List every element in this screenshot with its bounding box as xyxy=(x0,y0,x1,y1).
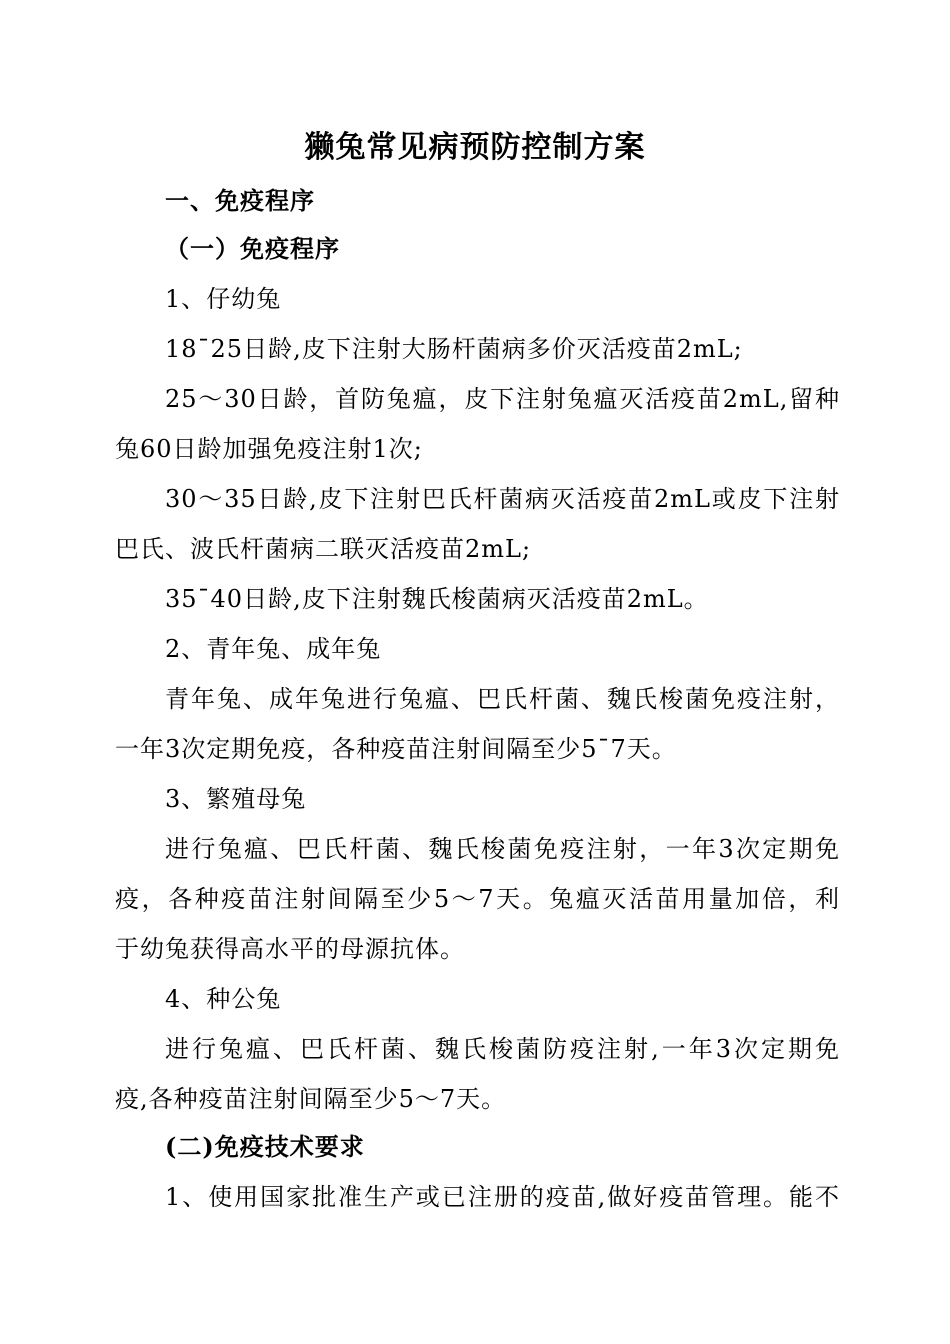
item-heading-adult-rabbits: 2、青年兔、成年兔 xyxy=(165,635,382,663)
paragraph-line: 进行兔瘟、巴氏杆菌、魏氏梭菌免疫注射，一年3次定期免 xyxy=(165,835,840,863)
paragraph-line: 巴氏、波氏杆菌病二联灭活疫苗2mL; xyxy=(115,535,532,563)
paragraph-line: 18¯25日龄,皮下注射大肠杆菌病多价灭活疫苗2mL; xyxy=(165,335,743,363)
paragraph-line: 30～35日龄,皮下注射巴氏杆菌病灭活疫苗2mL或皮下注射 xyxy=(165,485,840,513)
document-title: 獭兔常见病预防控制方案 xyxy=(304,130,646,165)
paragraph-line: 一年3次定期免疫，各种疫苗注射间隔至少5¯7天。 xyxy=(115,735,677,763)
paragraph-line: 35¯40日龄,皮下注射魏氏梭菌病灭活疫苗2mL。 xyxy=(165,585,709,613)
subsection-heading-immunization-program: （一）免疫程序 xyxy=(165,234,340,263)
paragraph-line: 25～30日龄，首防兔瘟，皮下注射兔瘟灭活疫苗2mL,留种 xyxy=(165,385,840,413)
paragraph-line: 疫,各种疫苗注射间隔至少5～7天。 xyxy=(115,1085,507,1113)
item-heading-breeding-bucks: 4、种公兔 xyxy=(165,985,282,1013)
item-heading-young-rabbits: 1、仔幼兔 xyxy=(165,285,282,313)
item-heading-breeding-does: 3、繁殖母兔 xyxy=(165,785,307,813)
paragraph-line: 疫，各种疫苗注射间隔至少5～7天。兔瘟灭活苗用量加倍，利 xyxy=(115,885,840,913)
paragraph-line: 于幼兔获得高水平的母源抗体。 xyxy=(115,935,465,963)
paragraph-line: 青年兔、成年兔进行兔瘟、巴氏杆菌、魏氏梭菌免疫注射， xyxy=(165,685,840,713)
paragraph-line: 兔60日龄加强免疫注射1次; xyxy=(115,435,423,463)
paragraph-line: 进行兔瘟、巴氏杆菌、魏氏梭菌防疫注射,一年3次定期免 xyxy=(165,1035,840,1063)
paragraph-line: 1、使用国家批准生产或已注册的疫苗,做好疫苗管理。能不 xyxy=(165,1183,840,1211)
subsection-heading-technical-requirements: (二)免疫技术要求 xyxy=(165,1132,365,1161)
section-heading-immunization: 一、免疫程序 xyxy=(165,186,315,215)
